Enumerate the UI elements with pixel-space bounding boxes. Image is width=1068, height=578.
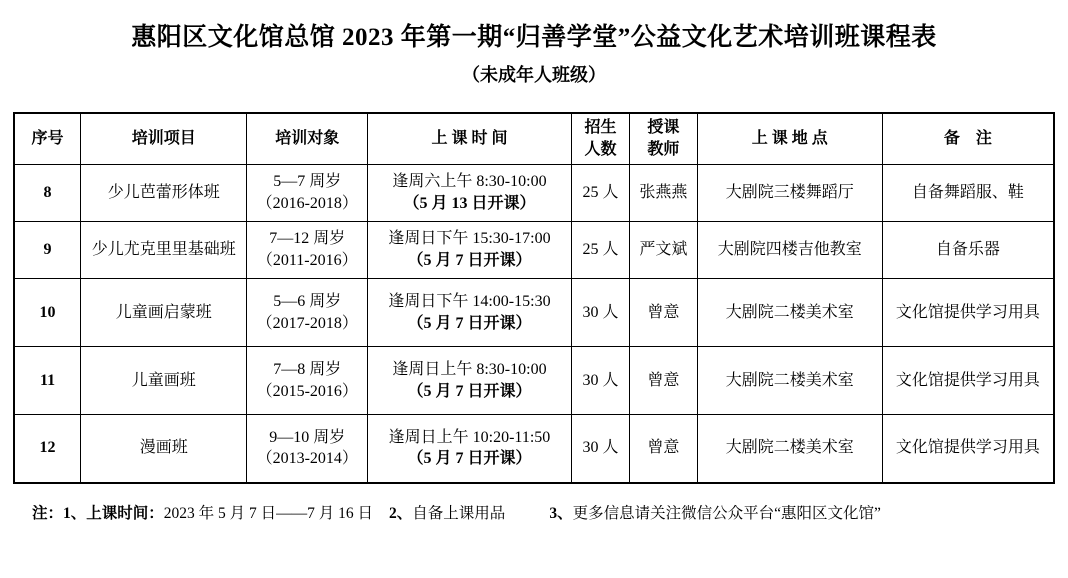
page-title: 惠阳区文化馆总馆 2023 年第一期“归善学堂”公益文化艺术培训班课程表 [131, 24, 937, 51]
cell-capacity: 30 人 [571, 415, 629, 483]
cell-location: 大剧院四楼吉他教室 [697, 222, 882, 279]
column-header-4: 招生 人数 [571, 113, 629, 165]
cell-project: 少儿尤克里里基础班 [81, 222, 247, 279]
note-item-3: 更多信息请关注微信公众平台“惠阳区文化馆” [572, 504, 881, 522]
cell-serial: 11 [14, 347, 81, 415]
column-header-5: 授课 教师 [630, 113, 698, 165]
column-header-2: 培训对象 [247, 113, 368, 165]
cell-teacher: 曾意 [630, 347, 698, 415]
footnote [32, 501, 1068, 523]
table-row [14, 415, 1054, 483]
note-num-3: 3、 [549, 504, 573, 522]
cell-project: 儿童画启蒙班 [81, 279, 247, 347]
table-header [14, 113, 1054, 165]
cell-location: 大剧院二楼美术室 [697, 415, 882, 483]
course-schedule-page [0, 22, 1068, 578]
cell-remark: 自备舞蹈服、鞋 [882, 165, 1054, 222]
schedule-table [13, 112, 1055, 484]
cell-teacher: 张燕燕 [630, 165, 698, 222]
cell-time: 逢周日下午 15:30-17:00 （5 月 7 日开课） [368, 222, 572, 279]
cell-capacity: 30 人 [571, 347, 629, 415]
cell-time: 逢周日下午 14:00-15:30 （5 月 7 日开课） [368, 279, 572, 347]
table-row [14, 347, 1054, 415]
table-row [14, 165, 1054, 222]
table-body [14, 165, 1054, 483]
note-item-2: 自备上课用品 [412, 504, 506, 522]
cell-capacity: 25 人 [571, 165, 629, 222]
column-header-3: 上 课 时 间 [368, 113, 572, 165]
cell-location: 大剧院三楼舞蹈厅 [697, 165, 882, 222]
cell-location: 大剧院二楼美术室 [697, 347, 882, 415]
cell-target: 7—8 周岁 （2015-2016） [247, 347, 368, 415]
cell-capacity: 25 人 [571, 222, 629, 279]
cell-location: 大剧院二楼美术室 [697, 279, 882, 347]
table-row [14, 222, 1054, 279]
column-header-1: 培训项目 [81, 113, 247, 165]
table-row [14, 279, 1054, 347]
column-header-7: 备 注 [882, 113, 1054, 165]
cell-project: 少儿芭蕾形体班 [81, 165, 247, 222]
cell-remark: 文化馆提供学习用具 [882, 279, 1054, 347]
cell-target: 7—12 周岁 （2011-2016） [247, 222, 368, 279]
cell-target: 9—10 周岁 （2013-2014） [247, 415, 368, 483]
cell-target: 5—7 周岁 （2016-2018） [247, 165, 368, 222]
cell-time: 逢周六上午 8:30-10:00 （5 月 13 日开课） [368, 165, 572, 222]
page-subtitle: （未成年人班级） [462, 64, 606, 85]
column-header-0: 序号 [14, 113, 81, 165]
note-item-1: 2023 年 5 月 7 日——7 月 16 日 [163, 504, 374, 522]
cell-time: 逢周日上午 8:30-10:00 （5 月 7 日开课） [368, 347, 572, 415]
cell-teacher: 严文斌 [630, 222, 698, 279]
cell-teacher: 曾意 [630, 415, 698, 483]
note-prefix: 注：1、上课时间： [32, 504, 164, 522]
cell-remark: 自备乐器 [882, 222, 1054, 279]
note-num-2: 2、 [389, 504, 413, 522]
cell-time: 逢周日上午 10:20-11:50 （5 月 7 日开课） [368, 415, 572, 483]
cell-project: 儿童画班 [81, 347, 247, 415]
cell-remark: 文化馆提供学习用具 [882, 347, 1054, 415]
cell-serial: 9 [14, 222, 81, 279]
column-header-6: 上 课 地 点 [697, 113, 882, 165]
cell-project: 漫画班 [81, 415, 247, 483]
header-row [14, 113, 1054, 165]
cell-teacher: 曾意 [630, 279, 698, 347]
cell-target: 5—6 周岁 （2017-2018） [247, 279, 368, 347]
cell-serial: 8 [14, 165, 81, 222]
cell-serial: 10 [14, 279, 81, 347]
cell-capacity: 30 人 [571, 279, 629, 347]
cell-serial: 12 [14, 415, 81, 483]
cell-remark: 文化馆提供学习用具 [882, 415, 1054, 483]
